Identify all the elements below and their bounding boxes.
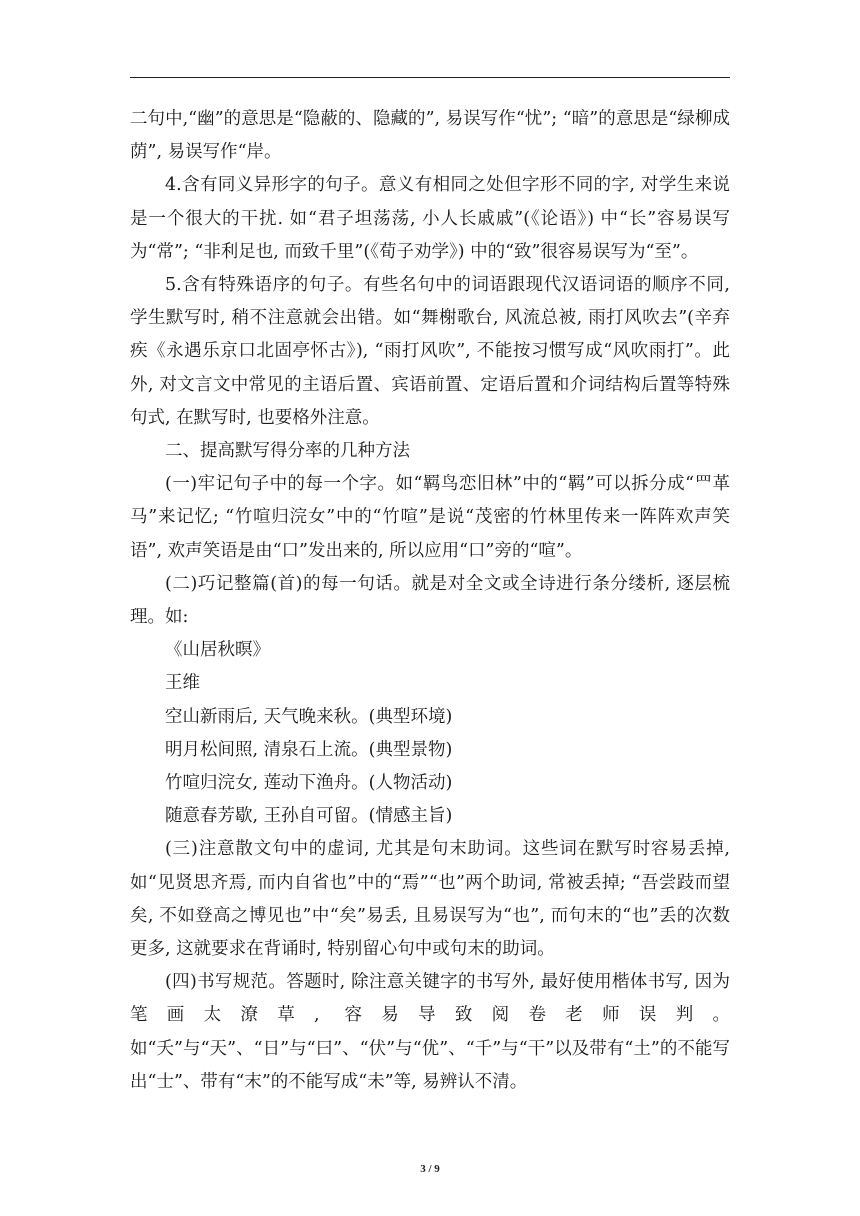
section-heading: 二、提高默写得分率的几种方法 <box>165 441 410 462</box>
poem-block <box>130 634 730 833</box>
poem-line: 随意春芳歇, 王孙自可留。(情感主旨) <box>165 806 453 827</box>
paragraph-method-2: (二)巧记整篇(首)的每一句话。就是对全文或全诗进行条分缕析, 逐层梳理。如: <box>130 573 730 628</box>
poem-line: 竹喧归浣女, 莲动下渔舟。(人物活动) <box>165 773 453 794</box>
poem-line: 空山新雨后, 天气晚来秋。(典型环境) <box>165 706 453 727</box>
paragraph-method-4: (四)书写规范。答题时, 除注意关键字的书写外, 最好使用楷体书写, 因为笔画太潦草, 容易导致阅卷老师误判。如“夭”与“天”、“日”与“曰”、“伏”与“优”、“千”与“干”以及带有“土”的不能写出“士”、带有“末”的不能写成“未”等, 易辨认不清。 <box>130 972 730 1092</box>
poem-line: 明月松间照, 清泉石上流。(典型景物) <box>165 739 453 760</box>
paragraph-continuation: 二句中,“幽”的意思是“隐蔽的、隐藏的”, 易误写作“忧”; “暗”的意思是“绿柳成荫”, 易误写作“岸。 <box>130 109 730 163</box>
document-body <box>130 103 730 1099</box>
header-rule <box>130 77 730 78</box>
paragraph-point-4: 4.含有同义异形字的句子。意义有相同之处但字形不同的字, 对学生来说是一个很大的干扰. 如“君子坦荡荡, 小人长戚戚”(《论语》) 中“长”容易误写为“常”; “非利足也, 而致千里”(《荀子劝学》) 中的“致”很容易误写为“至”。 <box>130 175 730 262</box>
paragraph-method-3: (三)注意散文句中的虚词, 尤其是句末助词。这些词在默写时容易丢掉, 如“见贤思齐焉, 而内自省也”中的“焉”“也”两个助词, 常被丢掉; “吾尝跂而望矣, 不如登高之博见也”中“矣”易丢, 且易误写为“也”, 而句末的“也”丢的次数更多, 这就要求在背诵时, 特别留心句中或句末的助词。 <box>130 839 730 960</box>
page-number: 3 / 9 <box>420 1163 440 1175</box>
paragraph-point-5: 5.含有特殊语序的句子。有些名句中的词语跟现代汉语词语的顺序不同, 学生默写时, 稍不注意就会出错。如“舞榭歌台, 风流总被, 雨打风吹去”(辛弃疾《永遇乐京口北固亭怀古》), “雨打风吹”, 不能按习惯写成“风吹雨打”。此外, 对文言文中常见的主语后置、宾语前置、定语后置和介词结构后置等特殊句式, 在默写时, 也要格外注意。 <box>130 275 730 428</box>
paragraph-method-1: (一)牢记句子中的每一个字。如“羁鸟恋旧林”中的“羁”可以拆分成“罒革马”来记忆; “竹喧归浣女”中的“竹喧”是说“茂密的竹林里传来一阵阵欢声笑语”, 欢声笑语是由“口”发出来的, 所以应用“口”旁的“喧”。 <box>130 474 730 561</box>
poem-author: 王维 <box>165 673 200 694</box>
poem-title: 《山居秋暝》 <box>165 640 270 661</box>
